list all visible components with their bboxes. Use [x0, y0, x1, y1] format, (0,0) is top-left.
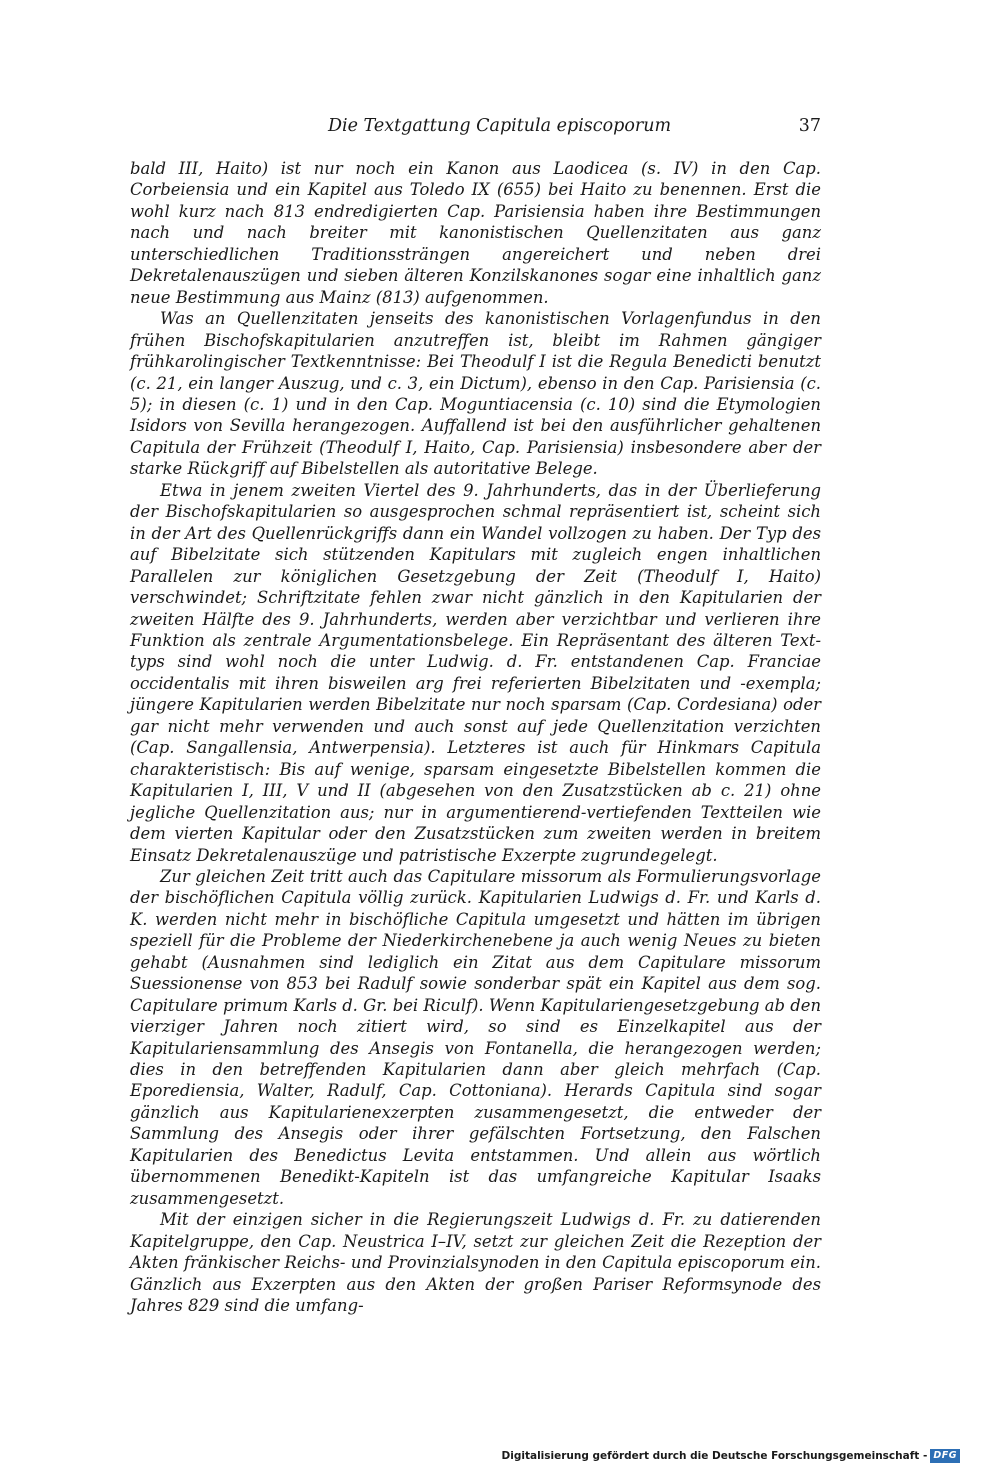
- paragraph: Was an Quellenzitaten jenseits des kanonistischen Vorlagenfundus in den frühen Bischofskapitularien anzutreffen ist, bleibt im Rahmen gängiger frühkarolingischer Textkenntnisse: Bei Theodulf I ist die Regula Benedicti benutzt (c. 21, ein langer Auszug, und c. 3, ein Dictum), ebenso in den Cap. Parisiensia (c. 5); in diesen (c. 1) und in den Cap. Moguntiacensia (c. 10) sind die Etymologien Isidors von Sevilla herangezogen. Auffallend ist bei den ausführlicher gehaltenen Capitula der Frühzeit (Theodulf I, Haito, Cap. Parisiensia) insbesondere aber der starke Rückgriff auf Bibelstellen als autoritative Belege.: [130, 309, 821, 479]
- dfg-logo: DFG: [930, 1449, 960, 1463]
- running-header: [130, 116, 821, 142]
- running-title: Die Textgattung Capitula episcoporum: [328, 116, 672, 136]
- body-text: [130, 158, 821, 1316]
- digitization-credit: [502, 1449, 960, 1463]
- paragraph: Zur gleichen Zeit tritt auch das Capitulare missorum als Formulierungsvorlage der bischöflichen Capitula völlig zurück. Kapitularien Ludwigs d. Fr. und Karls d. K. werden nicht mehr in bischöfliche Capitula umgesetzt und hätten im übrigen speziell für die Probleme der Niederkirchenebene ja auch wenig Neues zu bieten gehabt (Ausnahmen sind lediglich ein Zitat aus dem Capitulare missorum Suessionense von 853 bei Radulf sowie sonderbar spät ein Kapitel aus dem sog. Capitulare primum Karls d. Gr. bei Riculf). Wenn Kapitulariengesetzgebung ab den vierziger Jahren noch zitiert wird, so sind es Einzelkapitel aus der Kapitulariensammlung des Ansegis von Fontanella, die herangezogen werden; dies in den betreffenden Kapitularien dann aber gleich mehrfach (Cap. Eporediensia, Walter, Radulf, Cap. Cottoniana). Herards Capitula sind sogar gänzlich aus Kapitularienexzerpten zusammengesetzt, die entweder der Sammlung des Ansegis oder ihrer gefälschten Fortsetzung, den Falschen Kapitularien des Benedictus Levita entstammen. Und allein aus wörtlich übernommenen Benedikt-Kapiteln ist das umfangreiche Kapitular Isaaks zusammengesetzt.: [130, 866, 821, 1208]
- page-number: 37: [798, 116, 821, 136]
- paragraph: Mit der einzigen sicher in die Regierungszeit Ludwigs d. Fr. zu datierenden Kapitelgruppe, den Cap. Neustrica I–IV, setzt zur gleichen Zeit die Rezeption der Akten fränkischer Reichs- und Provinzialsynoden in den Capitula episcoporum ein. Gänzlich aus Exzerpten aus den Akten der großen Pariser Reformsynode des Jahres 829 sind die umfang-: [130, 1210, 821, 1316]
- paragraph: bald III, Haito) ist nur noch ein Kanon aus Laodicea (s. IV) in den Cap. Corbeiensia und ein Kapitel aus Toledo IX (655) bei Haito zu benennen. Erst die wohl kurz nach 813 endredigierten Cap. Parisiensia haben ihre Bestimmungen nach und nach breiter mit kanonistischen Quellenzitaten aus ganz unterschiedlichen Traditionssträngen angereichert und neben drei Dekretalenauszügen und sieben älteren Konzilskanones sogar eine inhaltlich ganz neue Bestimmung aus Mainz (813) aufgenommen.: [130, 159, 821, 307]
- credit-text: Digitalisierung gefördert durch die Deutsche Forschungsgemeinschaft -: [501, 1450, 928, 1462]
- paragraph: Etwa in jenem zweiten Viertel des 9. Jahrhunderts, das in der Überlieferung der Bischofskapitularien so ausgesprochen schmal repräsentiert ist, scheint sich in der Art des Quellenrückgriffs dann ein Wandel vollzogen zu haben. Der Typ des auf Bibelzitate sich stützenden Kapitulars mit zugleich engen inhaltlichen Parallelen zur königlichen Gesetzgebung der Zeit (Theodulf I, Haito) verschwindet; Schriftzitate fehlen zwar nicht gänzlich in den Kapitularien der zweiten Hälfte des 9. Jahrhunderts, werden aber verzichtbar und verlieren ihre Funktion als zentrale Argumentationsbelege. Ein Repräsentant des älteren Texttyps sind wohl noch die unter Ludwig. d. Fr. entstandenen Cap. Franciae occidentalis mit ihren bisweilen arg frei referierten Bibelzitaten und -exempla; jüngere Kapitularien werden Bibelzitate nur noch sparsam (Cap. Cordesiana) oder gar nicht mehr verwenden und auch sonst auf jede Quellenzitation verzichten (Cap. Sangallensia, Antwerpensia). Letzteres ist auch für Hinkmars Capitula charakteristisch: Bis auf wenige, sparsam eingesetzte Bibelstellen kommen die Kapitularien I, III, V und II (abgesehen von den Zusatzstücken ab c. 21) ohne jegliche Quellenzitation aus; nur in argumentierend-vertiefenden Textteilen wie dem vierten Kapitular oder den Zusatzstücken zum zweiten werden in breitem Einsatz Dekretalenauszüge und patristische Exzerpte zugrundegelegt.: [130, 480, 821, 865]
